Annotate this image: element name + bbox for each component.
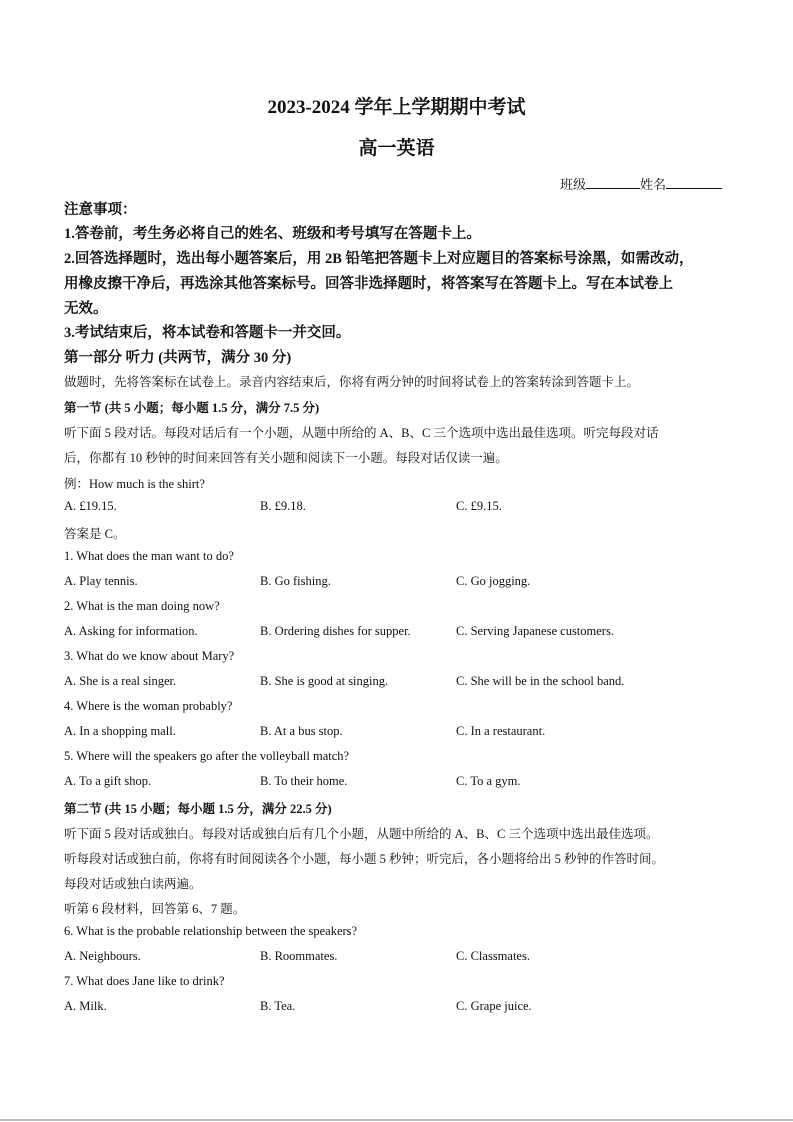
question-7-option-a: A. Milk. bbox=[64, 999, 107, 1013]
name-label: 姓名 bbox=[640, 177, 667, 192]
question-4-option-c: C. In a restaurant. bbox=[456, 724, 546, 738]
example-option-c: C. £9.15. bbox=[456, 499, 502, 513]
section2-heading: 第二节 (共 15 小题；每小题 1.5 分，满分 22.5 分) bbox=[64, 802, 332, 816]
class-label: 班级 bbox=[560, 177, 587, 192]
section2-instruction-line-3: 每段对话或独白读两遍。 bbox=[64, 877, 202, 891]
question-5-option-b: B. To their home. bbox=[260, 774, 348, 788]
name-blank[interactable] bbox=[666, 177, 722, 189]
question-3: 3. What do we know about Mary? bbox=[64, 649, 235, 663]
question-4: 4. Where is the woman probably? bbox=[64, 699, 233, 713]
question-7-option-c: C. Grape juice. bbox=[456, 999, 532, 1013]
notice-heading: 注意事项： bbox=[64, 202, 137, 218]
page-bottom-border bbox=[0, 1119, 793, 1121]
notice-item-1: 1.答卷前，考生务必将自己的姓名、班级和考号填写在答题卡上。 bbox=[64, 226, 481, 242]
section2-instruction-line-2: 听每段对话或独白前，你将有时间阅读各个小题，每小题 5 秒钟；听完后，各小题将给出 5 秒钟的作答时间。 bbox=[64, 852, 665, 866]
question-6-option-b: B. Roommates. bbox=[260, 949, 338, 963]
material-note: 听第 6 段材料，回答第 6、7 题。 bbox=[64, 902, 246, 916]
question-3-option-a: A. She is a real singer. bbox=[64, 674, 177, 688]
part1-instruction: 做题时，先将答案标在试卷上。录音内容结束后，你将有两分钟的时间将试卷上的答案转涂到答题卡上。 bbox=[64, 375, 640, 389]
notice-item-2-line-3: 无效。 bbox=[64, 301, 108, 317]
question-7: 7. What does Jane like to drink? bbox=[64, 974, 225, 988]
section2-instruction-line-1: 听下面 5 段对话或独白。每段对话或独白后有几个小题，从题中所给的 A、B、C 三个选项中选出最佳选项。 bbox=[64, 827, 659, 841]
section1-instruction-line-2: 后，你都有 10 秒钟的时间来回答有关小题和阅读下一小题。每段对话仅读一遍。 bbox=[64, 451, 508, 465]
question-6: 6. What is the probable relationship between the speakers? bbox=[64, 924, 358, 938]
question-3-option-c: C. She will be in the school band. bbox=[456, 674, 625, 688]
question-3-option-b: B. She is good at singing. bbox=[260, 674, 389, 688]
example-option-b: B. £9.18. bbox=[260, 499, 306, 513]
question-6-option-a: A. Neighbours. bbox=[64, 949, 141, 963]
question-1-option-b: B. Go fishing. bbox=[260, 574, 331, 588]
class-blank[interactable] bbox=[586, 177, 640, 189]
question-5: 5. Where will the speakers go after the volleyball match? bbox=[64, 749, 350, 763]
question-2-option-a: A. Asking for information. bbox=[64, 624, 198, 638]
question-2-option-b: B. Ordering dishes for supper. bbox=[260, 624, 411, 638]
question-4-option-b: B. At a bus stop. bbox=[260, 724, 343, 738]
question-6-option-c: C. Classmates. bbox=[456, 949, 530, 963]
question-5-option-c: C. To a gym. bbox=[456, 774, 521, 788]
question-7-option-b: B. Tea. bbox=[260, 999, 296, 1013]
section1-heading: 第一节 (共 5 小题；每小题 1.5 分，满分 7.5 分) bbox=[64, 401, 320, 415]
question-1-option-a: A. Play tennis. bbox=[64, 574, 138, 588]
part1-heading: 第一部分 听力 (共两节，满分 30 分) bbox=[64, 350, 292, 366]
example-answer: 答案是 C。 bbox=[64, 527, 126, 541]
question-5-option-a: A. To a gift shop. bbox=[64, 774, 152, 788]
class-name-line bbox=[560, 174, 722, 193]
question-4-option-a: A. In a shopping mall. bbox=[64, 724, 176, 738]
question-1-option-c: C. Go jogging. bbox=[456, 574, 531, 588]
subject-title: 高一英语 bbox=[358, 138, 435, 159]
question-1: 1. What does the man want to do? bbox=[64, 549, 234, 563]
question-2-option-c: C. Serving Japanese customers. bbox=[456, 624, 614, 638]
section1-instruction-line-1: 听下面 5 段对话。每段对话后有一个小题，从题中所给的 A、B、C 三个选项中选出最佳选项。听完每段对话 bbox=[64, 426, 659, 440]
question-2: 2. What is the man doing now? bbox=[64, 599, 220, 613]
notice-item-2-line-2: 用橡皮擦干净后，再选涂其他答案标号。回答非选择题时，将答案写在答题卡上。写在本试卷上 bbox=[64, 276, 673, 292]
notice-item-3: 3.考试结束后，将本试卷和答题卡一并交回。 bbox=[64, 325, 351, 341]
example-option-a: A. £19.15. bbox=[64, 499, 117, 513]
exam-title: 2023-2024 学年上学期期中考试 bbox=[267, 97, 526, 118]
example-question: 例：How much is the shirt? bbox=[64, 477, 205, 491]
notice-item-2-line-1: 2.回答选择题时，选出每小题答案后，用 2B 铅笔把答题卡上对应题目的答案标号涂黑，如需改动， bbox=[64, 251, 694, 267]
